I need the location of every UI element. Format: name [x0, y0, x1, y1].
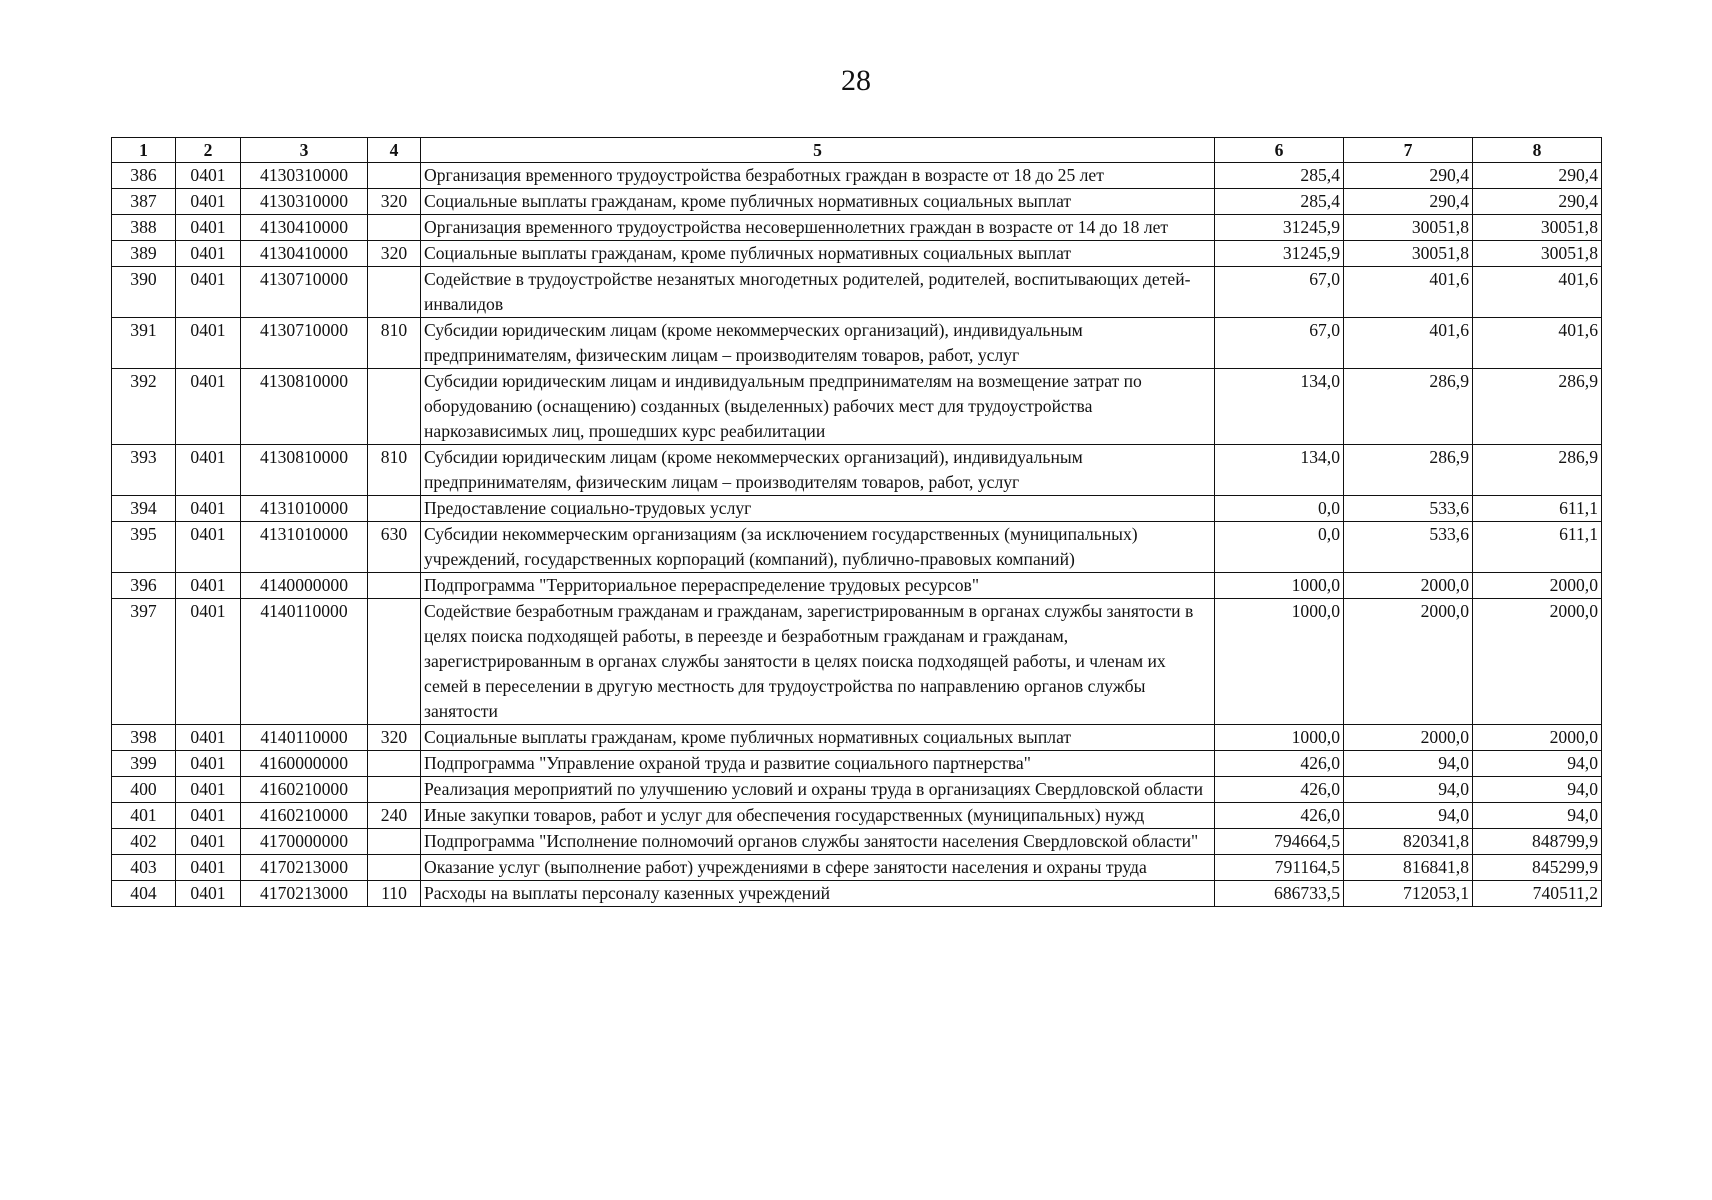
amount-col7-cell: 2000,0 — [1344, 725, 1473, 751]
amount-col8-cell: 611,1 — [1473, 522, 1602, 573]
description-cell: Оказание услуг (выполнение работ) учреждениями в сфере занятости населения и охраны труда — [421, 855, 1215, 881]
amount-col7-cell: 712053,1 — [1344, 881, 1473, 907]
target-code-cell: 4140000000 — [241, 573, 368, 599]
target-code-cell: 4160210000 — [241, 803, 368, 829]
amount-col8-cell: 286,9 — [1473, 445, 1602, 496]
row-number-cell: 389 — [112, 241, 176, 267]
expense-type-cell — [368, 267, 421, 318]
amount-col8-cell: 740511,2 — [1473, 881, 1602, 907]
header-row — [112, 138, 1602, 163]
table-row — [112, 445, 1602, 496]
description-cell: Субсидии юридическим лицам (кроме некоммерческих организаций), индивидуальным предпринимателям, физическим лицам – производителям товаров, работ, услуг — [421, 318, 1215, 369]
amount-col7-cell: 2000,0 — [1344, 599, 1473, 725]
amount-col6-cell: 0,0 — [1215, 522, 1344, 573]
expense-type-cell — [368, 751, 421, 777]
amount-col8-cell: 290,4 — [1473, 163, 1602, 189]
amount-col8-cell: 611,1 — [1473, 496, 1602, 522]
table-row — [112, 829, 1602, 855]
amount-col7-cell: 286,9 — [1344, 369, 1473, 445]
expense-type-cell — [368, 829, 421, 855]
amount-col6-cell: 31245,9 — [1215, 215, 1344, 241]
amount-col6-cell: 67,0 — [1215, 267, 1344, 318]
description-cell: Организация временного трудоустройства безработных граждан в возрасте от 18 до 25 лет — [421, 163, 1215, 189]
amount-col8-cell: 845299,9 — [1473, 855, 1602, 881]
row-number-cell: 396 — [112, 573, 176, 599]
expense-type-cell — [368, 496, 421, 522]
description-cell: Социальные выплаты гражданам, кроме публичных нормативных социальных выплат — [421, 241, 1215, 267]
row-number-cell: 390 — [112, 267, 176, 318]
description-cell: Субсидии юридическим лицам и индивидуальным предпринимателям на возмещение затрат по оборудованию (оснащению) созданных (выделенных) рабочих мест для трудоустройства наркозависимых лиц, прошедших курс реабилитации — [421, 369, 1215, 445]
row-number-cell: 395 — [112, 522, 176, 573]
section-code-cell: 0401 — [176, 163, 241, 189]
amount-col8-cell: 30051,8 — [1473, 241, 1602, 267]
table-body — [112, 163, 1602, 907]
row-number-cell: 398 — [112, 725, 176, 751]
amount-col7-cell: 286,9 — [1344, 445, 1473, 496]
amount-col6-cell: 134,0 — [1215, 445, 1344, 496]
expense-type-cell — [368, 163, 421, 189]
header-cell: 4 — [368, 138, 421, 163]
amount-col7-cell: 30051,8 — [1344, 241, 1473, 267]
header-cell: 3 — [241, 138, 368, 163]
target-code-cell: 4140110000 — [241, 725, 368, 751]
row-number-cell: 391 — [112, 318, 176, 369]
section-code-cell: 0401 — [176, 189, 241, 215]
table-row — [112, 318, 1602, 369]
target-code-cell: 4160210000 — [241, 777, 368, 803]
amount-col7-cell: 816841,8 — [1344, 855, 1473, 881]
amount-col7-cell: 533,6 — [1344, 496, 1473, 522]
amount-col8-cell: 286,9 — [1473, 369, 1602, 445]
amount-col6-cell: 285,4 — [1215, 163, 1344, 189]
target-code-cell: 4130710000 — [241, 267, 368, 318]
description-cell: Подпрограмма "Исполнение полномочий органов службы занятости населения Свердловской области" — [421, 829, 1215, 855]
target-code-cell: 4130810000 — [241, 445, 368, 496]
amount-col7-cell: 94,0 — [1344, 803, 1473, 829]
amount-col6-cell: 134,0 — [1215, 369, 1344, 445]
table-row — [112, 751, 1602, 777]
section-code-cell: 0401 — [176, 751, 241, 777]
amount-col6-cell: 426,0 — [1215, 803, 1344, 829]
table-row — [112, 163, 1602, 189]
description-cell: Расходы на выплаты персоналу казенных учреждений — [421, 881, 1215, 907]
amount-col6-cell: 426,0 — [1215, 777, 1344, 803]
target-code-cell: 4131010000 — [241, 496, 368, 522]
amount-col8-cell: 94,0 — [1473, 803, 1602, 829]
description-cell: Содействие безработным гражданам и гражданам, зарегистрированным в органах службы занятости в целях поиска подходящей работы, в переезде и безработным гражданам и гражданам, зарегистрированным в органах службы занятости в целях поиска подходящей работы, и членам их семей в переселении в другую местность для трудоустройства по направлению органов службы занятости — [421, 599, 1215, 725]
section-code-cell: 0401 — [176, 881, 241, 907]
table-row — [112, 522, 1602, 573]
description-cell: Субсидии юридическим лицам (кроме некоммерческих организаций), индивидуальным предпринимателям, физическим лицам – производителям товаров, работ, услуг — [421, 445, 1215, 496]
row-number-cell: 386 — [112, 163, 176, 189]
table-row — [112, 241, 1602, 267]
header-cell: 1 — [112, 138, 176, 163]
row-number-cell: 397 — [112, 599, 176, 725]
row-number-cell: 403 — [112, 855, 176, 881]
expense-type-cell: 110 — [368, 881, 421, 907]
amount-col8-cell: 2000,0 — [1473, 573, 1602, 599]
amount-col6-cell: 1000,0 — [1215, 725, 1344, 751]
target-code-cell: 4130310000 — [241, 163, 368, 189]
row-number-cell: 393 — [112, 445, 176, 496]
row-number-cell: 388 — [112, 215, 176, 241]
amount-col6-cell: 67,0 — [1215, 318, 1344, 369]
expense-type-cell — [368, 777, 421, 803]
section-code-cell: 0401 — [176, 829, 241, 855]
table-row — [112, 599, 1602, 725]
expense-type-cell: 810 — [368, 445, 421, 496]
section-code-cell: 0401 — [176, 267, 241, 318]
row-number-cell: 387 — [112, 189, 176, 215]
amount-col7-cell: 401,6 — [1344, 318, 1473, 369]
amount-col8-cell: 401,6 — [1473, 267, 1602, 318]
expense-type-cell: 630 — [368, 522, 421, 573]
section-code-cell: 0401 — [176, 241, 241, 267]
amount-col7-cell: 2000,0 — [1344, 573, 1473, 599]
section-code-cell: 0401 — [176, 318, 241, 369]
description-cell: Иные закупки товаров, работ и услуг для обеспечения государственных (муниципальных) нужд — [421, 803, 1215, 829]
row-number-cell: 399 — [112, 751, 176, 777]
target-code-cell: 4140110000 — [241, 599, 368, 725]
table-row — [112, 881, 1602, 907]
amount-col6-cell: 791164,5 — [1215, 855, 1344, 881]
expense-type-cell: 320 — [368, 189, 421, 215]
amount-col6-cell: 1000,0 — [1215, 599, 1344, 725]
expense-type-cell — [368, 215, 421, 241]
expense-type-cell: 240 — [368, 803, 421, 829]
table-row — [112, 369, 1602, 445]
amount-col8-cell: 401,6 — [1473, 318, 1602, 369]
target-code-cell: 4170213000 — [241, 881, 368, 907]
section-code-cell: 0401 — [176, 215, 241, 241]
table-row — [112, 803, 1602, 829]
description-cell: Реализация мероприятий по улучшению условий и охраны труда в организациях Свердловской области — [421, 777, 1215, 803]
description-cell: Социальные выплаты гражданам, кроме публичных нормативных социальных выплат — [421, 725, 1215, 751]
row-number-cell: 400 — [112, 777, 176, 803]
amount-col7-cell: 401,6 — [1344, 267, 1473, 318]
amount-col8-cell: 2000,0 — [1473, 599, 1602, 725]
section-code-cell: 0401 — [176, 496, 241, 522]
target-code-cell: 4130410000 — [241, 215, 368, 241]
section-code-cell: 0401 — [176, 855, 241, 881]
table-row — [112, 777, 1602, 803]
description-cell: Предоставление социально-трудовых услуг — [421, 496, 1215, 522]
amount-col6-cell: 794664,5 — [1215, 829, 1344, 855]
amount-col8-cell: 848799,9 — [1473, 829, 1602, 855]
row-number-cell: 402 — [112, 829, 176, 855]
description-cell: Субсидии некоммерческим организациям (за исключением государственных (муниципальных) учреждений, государственных корпораций (компаний), публично-правовых компаний) — [421, 522, 1215, 573]
expense-type-cell: 320 — [368, 241, 421, 267]
target-code-cell: 4130310000 — [241, 189, 368, 215]
description-cell: Организация временного трудоустройства несовершеннолетних граждан в возрасте от 14 до 18 лет — [421, 215, 1215, 241]
table-row — [112, 496, 1602, 522]
header-cell: 5 — [421, 138, 1215, 163]
table-row — [112, 215, 1602, 241]
table-row — [112, 573, 1602, 599]
amount-col7-cell: 94,0 — [1344, 777, 1473, 803]
table-header — [112, 138, 1602, 163]
header-cell: 6 — [1215, 138, 1344, 163]
target-code-cell: 4130410000 — [241, 241, 368, 267]
section-code-cell: 0401 — [176, 522, 241, 573]
expense-type-cell — [368, 369, 421, 445]
section-code-cell: 0401 — [176, 803, 241, 829]
expense-type-cell — [368, 599, 421, 725]
amount-col6-cell: 426,0 — [1215, 751, 1344, 777]
section-code-cell: 0401 — [176, 445, 241, 496]
row-number-cell: 394 — [112, 496, 176, 522]
amount-col7-cell: 290,4 — [1344, 163, 1473, 189]
table-row — [112, 725, 1602, 751]
amount-col8-cell: 30051,8 — [1473, 215, 1602, 241]
amount-col6-cell: 686733,5 — [1215, 881, 1344, 907]
description-cell: Подпрограмма "Управление охраной труда и развитие социального партнерства" — [421, 751, 1215, 777]
target-code-cell: 4170000000 — [241, 829, 368, 855]
target-code-cell: 4131010000 — [241, 522, 368, 573]
expense-type-cell: 320 — [368, 725, 421, 751]
table-row — [112, 855, 1602, 881]
section-code-cell: 0401 — [176, 725, 241, 751]
description-cell: Подпрограмма "Территориальное перераспределение трудовых ресурсов" — [421, 573, 1215, 599]
row-number-cell: 392 — [112, 369, 176, 445]
section-code-cell: 0401 — [176, 777, 241, 803]
row-number-cell: 404 — [112, 881, 176, 907]
header-cell: 8 — [1473, 138, 1602, 163]
amount-col6-cell: 1000,0 — [1215, 573, 1344, 599]
description-cell: Социальные выплаты гражданам, кроме публичных нормативных социальных выплат — [421, 189, 1215, 215]
table-row — [112, 267, 1602, 318]
amount-col8-cell: 2000,0 — [1473, 725, 1602, 751]
amount-col7-cell: 533,6 — [1344, 522, 1473, 573]
header-cell: 2 — [176, 138, 241, 163]
header-cell: 7 — [1344, 138, 1473, 163]
amount-col6-cell: 0,0 — [1215, 496, 1344, 522]
amount-col8-cell: 94,0 — [1473, 751, 1602, 777]
expense-type-cell — [368, 855, 421, 881]
budget-table — [111, 137, 1602, 907]
amount-col7-cell: 30051,8 — [1344, 215, 1473, 241]
amount-col6-cell: 31245,9 — [1215, 241, 1344, 267]
section-code-cell: 0401 — [176, 599, 241, 725]
target-code-cell: 4130810000 — [241, 369, 368, 445]
amount-col7-cell: 290,4 — [1344, 189, 1473, 215]
amount-col8-cell: 94,0 — [1473, 777, 1602, 803]
section-code-cell: 0401 — [176, 369, 241, 445]
row-number-cell: 401 — [112, 803, 176, 829]
table-row — [112, 189, 1602, 215]
amount-col6-cell: 285,4 — [1215, 189, 1344, 215]
amount-col7-cell: 94,0 — [1344, 751, 1473, 777]
target-code-cell: 4170213000 — [241, 855, 368, 881]
amount-col8-cell: 290,4 — [1473, 189, 1602, 215]
section-code-cell: 0401 — [176, 573, 241, 599]
description-cell: Содействие в трудоустройстве незанятых многодетных родителей, родителей, воспитывающих детей-инвалидов — [421, 267, 1215, 318]
target-code-cell: 4160000000 — [241, 751, 368, 777]
amount-col7-cell: 820341,8 — [1344, 829, 1473, 855]
page-number: 28 — [841, 64, 871, 97]
target-code-cell: 4130710000 — [241, 318, 368, 369]
expense-type-cell: 810 — [368, 318, 421, 369]
expense-type-cell — [368, 573, 421, 599]
